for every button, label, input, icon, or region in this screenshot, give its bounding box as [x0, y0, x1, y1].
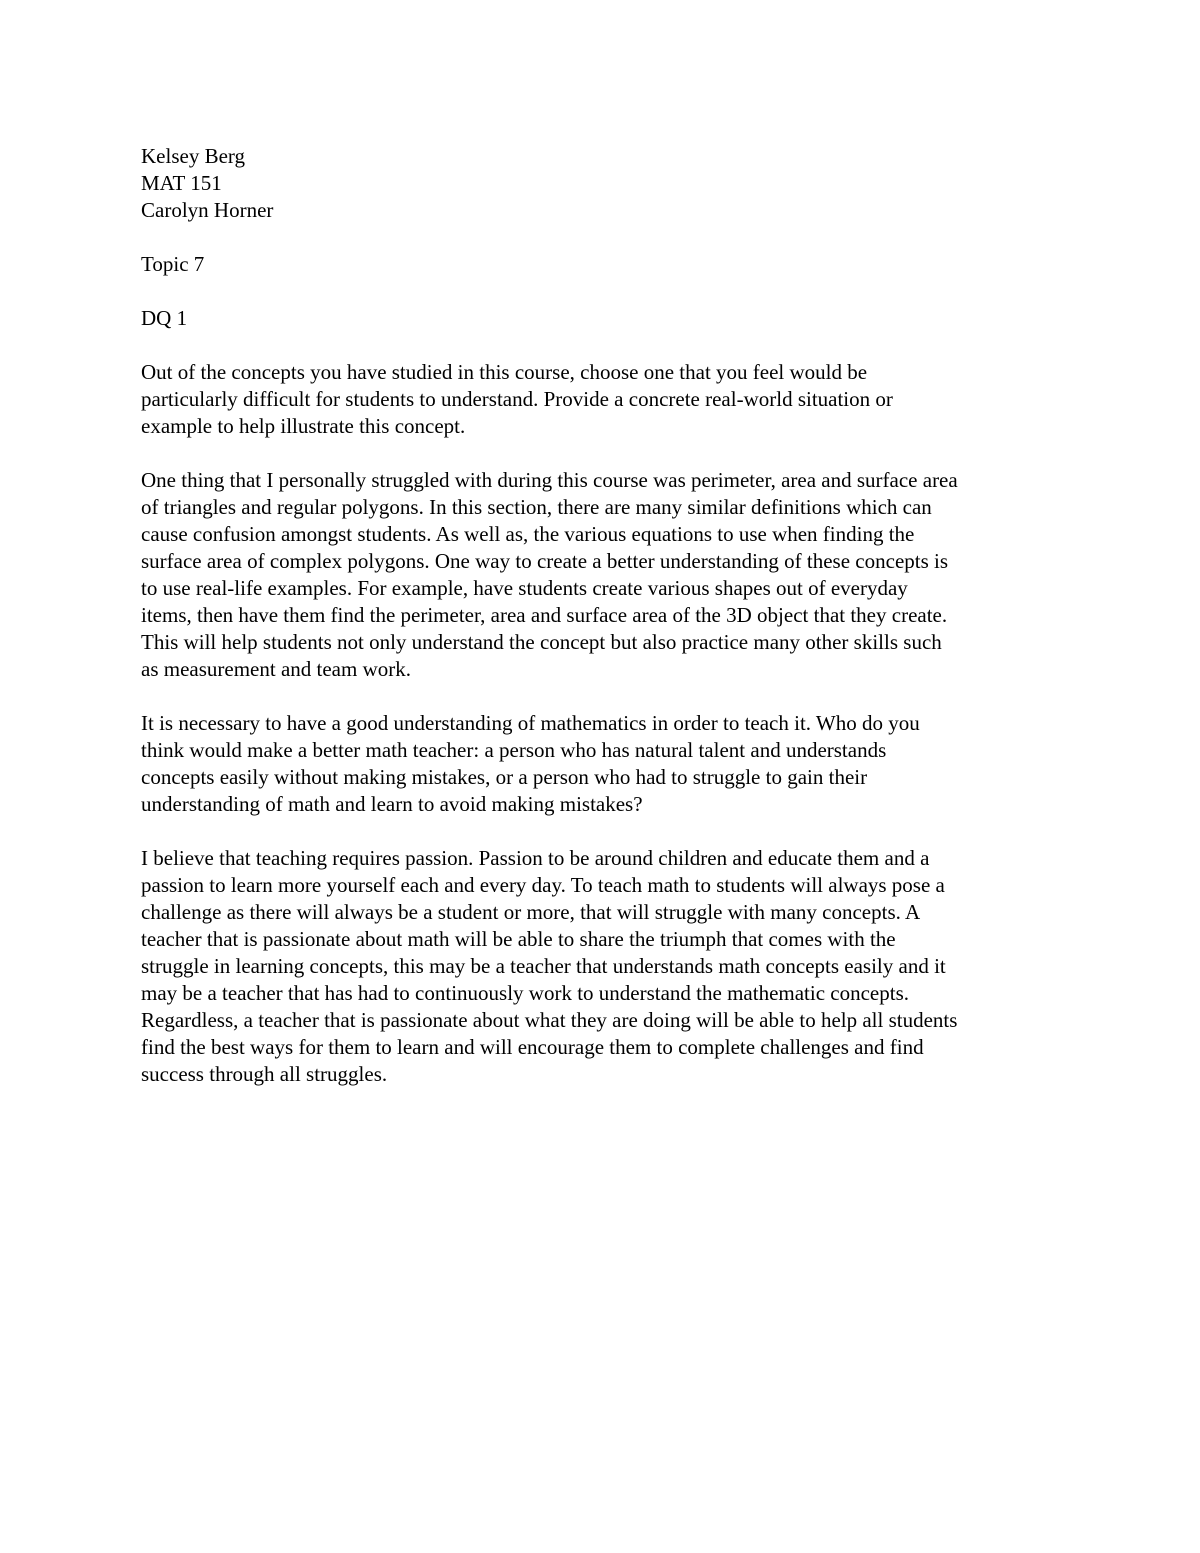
paragraph-line: understanding of math and learn to avoid making mistakes?	[141, 792, 643, 816]
paragraph-line: It is necessary to have a good understanding of mathematics in order to teach it. Who do you	[141, 711, 920, 735]
paragraph-line: may be a teacher that has had to continuously work to understand the mathematic concepts.	[141, 981, 910, 1005]
spacer	[141, 278, 1076, 305]
paragraph-line: particularly difficult for students to understand. Provide a concrete real-world situation or	[141, 387, 893, 411]
paragraph-line: Regardless, a teacher that is passionate about what they are doing will be able to help all students	[141, 1008, 958, 1032]
spacer	[141, 683, 1076, 710]
paragraph-line: items, then have them find the perimeter, area and surface area of the 3D object that they create.	[141, 603, 948, 627]
paragraph-line: think would make a better math teacher: a person who has natural talent and understands	[141, 738, 887, 762]
paragraph-line: success through all struggles.	[141, 1062, 388, 1086]
spacer	[141, 224, 1076, 251]
spacer	[141, 332, 1076, 359]
spacer	[141, 818, 1076, 845]
instructor-name: Carolyn Horner	[141, 198, 274, 222]
paragraph-line: Out of the concepts you have studied in this course, choose one that you feel would be	[141, 360, 868, 384]
answer-1-paragraph	[141, 467, 1076, 683]
paragraph-line: surface area of complex polygons. One way to create a better understanding of these concepts is	[141, 549, 949, 573]
topic-label: Topic 7	[141, 252, 205, 276]
spacer	[141, 440, 1076, 467]
paragraph-line: This will help students not only understand the concept but also practice many other skills such	[141, 630, 942, 654]
dq-label: DQ 1	[141, 306, 188, 330]
author-name: Kelsey Berg	[141, 144, 246, 168]
question-2-paragraph	[141, 710, 1076, 818]
paragraph-line: I believe that teaching requires passion. Passion to be around children and educate them and a	[141, 846, 930, 870]
paragraph-line: to use real-life examples. For example, have students create various shapes out of everyday	[141, 576, 908, 600]
answer-2-paragraph	[141, 845, 1076, 1088]
question-1-paragraph	[141, 359, 1076, 440]
paragraph-line: challenge as there will always be a student or more, that will struggle with many concepts. A	[141, 900, 921, 924]
paragraph-line: struggle in learning concepts, this may be a teacher that understands math concepts easily and it	[141, 954, 946, 978]
course-code: MAT 151	[141, 171, 222, 195]
paragraph-line: teacher that is passionate about math will be able to share the triumph that comes with the	[141, 927, 896, 951]
paragraph-line: as measurement and team work.	[141, 657, 411, 681]
paragraph-line: cause confusion amongst students. As well as, the various equations to use when finding the	[141, 522, 915, 546]
document-body	[141, 143, 1076, 1088]
paragraph-line: passion to learn more yourself each and every day. To teach math to students will always pose a	[141, 873, 945, 897]
paragraph-line: find the best ways for them to learn and will encourage them to complete challenges and find	[141, 1035, 924, 1059]
paragraph-line: example to help illustrate this concept.	[141, 414, 466, 438]
paragraph-line: of triangles and regular polygons. In this section, there are many similar definitions which can	[141, 495, 932, 519]
paragraph-line: concepts easily without making mistakes, or a person who had to struggle to gain their	[141, 765, 868, 789]
paragraph-line: One thing that I personally struggled with during this course was perimeter, area and surface area	[141, 468, 958, 492]
